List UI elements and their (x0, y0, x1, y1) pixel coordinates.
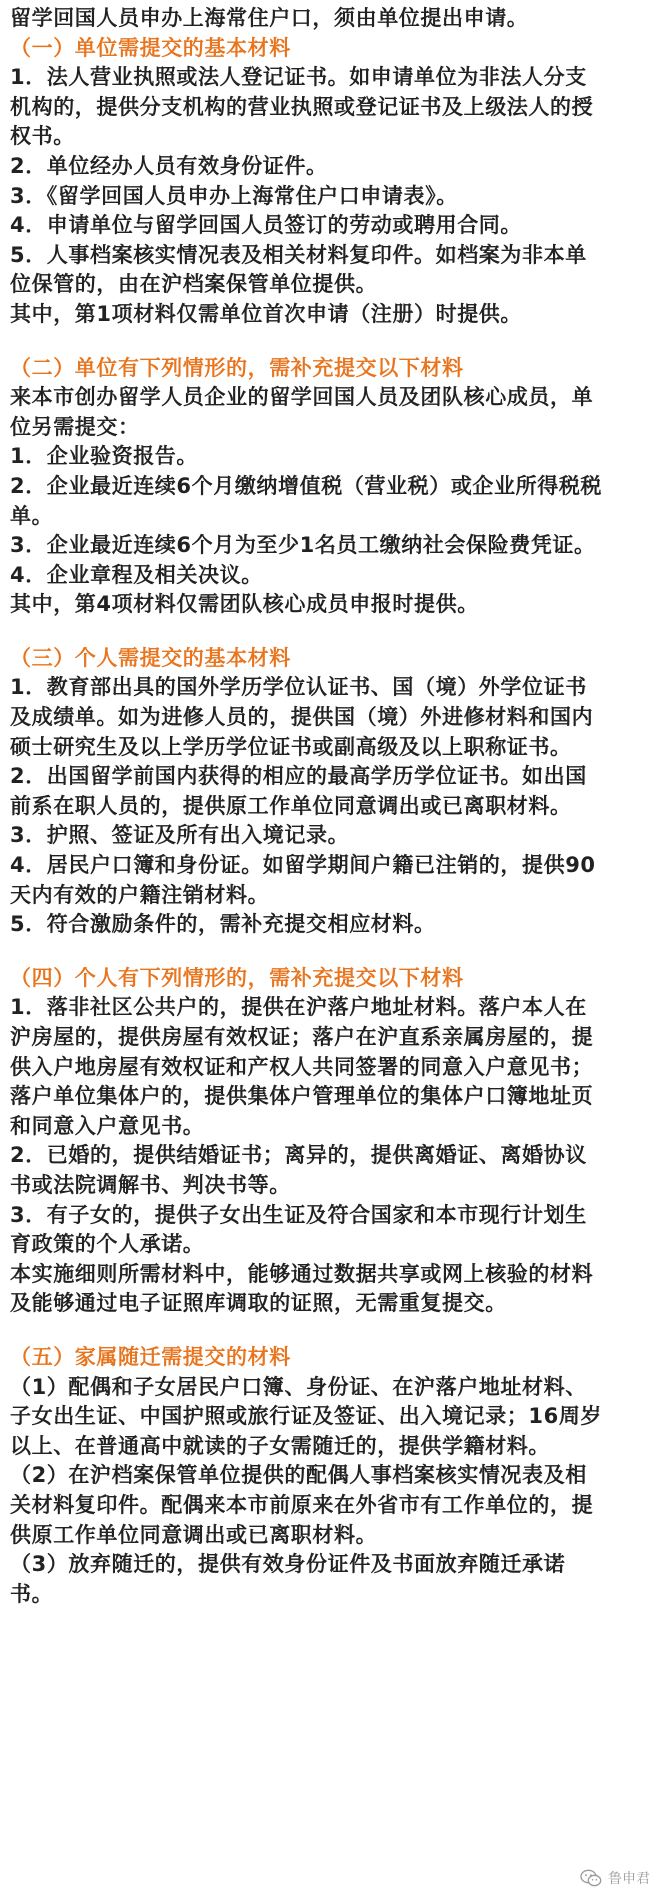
section-line: 硕士研究生及以上学历学位证书或副高级及以上职称证书。 (10, 734, 572, 759)
intro-text: 留学回国人员申办上海常住户口，须由单位提出申请。 (10, 6, 529, 30)
document-body (10, 4, 650, 1609)
wechat-icon (580, 1869, 602, 1887)
section-line: 来本市创办留学人员企业的留学回国人员及团队核心成员，单 (10, 385, 594, 410)
section-line: 4．申请单位与留学回国人员签订的劳动或聘用合同。 (10, 213, 523, 238)
section-line: 权书。 (10, 124, 75, 149)
section-2 (10, 354, 650, 620)
section-line: 其中，第4项材料仅需团队核心成员申报时提供。 (10, 592, 479, 617)
section-line: 2．企业最近连续6个月缴纳增值税（营业税）或企业所得税税 (10, 473, 603, 498)
section-line: 3．护照、签证及所有出入境记录。 (10, 823, 350, 848)
section-line: 1．教育部出具的国外学历学位认证书、国（境）外学位证书 (10, 675, 587, 700)
section-spacer (10, 330, 650, 354)
section-line: 供入户地房屋有效权证和产权人共同签署的同意入户意见书； (10, 1054, 594, 1079)
section-line: 关材料复印件。配偶来本市前原来在外省市有工作单位的，提 (10, 1492, 594, 1517)
section-heading: （二）单位有下列情形的，需补充提交以下材料 (10, 355, 464, 380)
watermark (580, 1868, 650, 1888)
section-line: 前系在职人员的，提供原工作单位同意调出或已离职材料。 (10, 793, 572, 818)
section-line: 1．企业验资报告。 (10, 444, 199, 469)
section-1 (10, 34, 650, 330)
section-line: 其中，第1项材料仅需单位首次申请（注册）时提供。 (10, 301, 523, 326)
section-5 (10, 1343, 650, 1609)
section-line: （3）放弃随迁的，提供有效身份证件及书面放弃随迁承诺 (10, 1552, 566, 1577)
section-line: 3．企业最近连续6个月为至少1名员工缴纳社会保险费凭证。 (10, 533, 596, 558)
section-line: 天内有效的户籍注销材料。 (10, 882, 270, 907)
section-4 (10, 964, 650, 1319)
section-line: 沪房屋的，提供房屋有效权证；落户在沪直系亲属房屋的，提 (10, 1025, 594, 1049)
section-heading: （一）单位需提交的基本材料 (10, 35, 291, 60)
section-heading: （四）个人有下列情形的，需补充提交以下材料 (10, 965, 464, 990)
section-line: 书。 (10, 1581, 54, 1606)
section-line: 育政策的个人承诺。 (10, 1232, 205, 1257)
section-line: 及能够通过电子证照库调取的证照，无需重复提交。 (10, 1291, 507, 1316)
section-line: 和同意入户意见书。 (10, 1113, 205, 1138)
section-spacer (10, 1319, 650, 1343)
section-line: 书或法院调解书、判决书等。 (10, 1172, 291, 1197)
section-line: （1）配偶和子女居民户口簿、身份证、在沪落户地址材料、 (10, 1374, 587, 1399)
section-line: 3．有子女的，提供子女出生证及符合国家和本市现行计划生 (10, 1202, 587, 1227)
section-line: 5．人事档案核实情况表及相关材料复印件。如档案为非本单 (10, 242, 587, 267)
section-spacer (10, 940, 650, 964)
section-line: 4．居民户口簿和身份证。如留学期间户籍已注销的，提供90 (10, 853, 596, 878)
section-line: 单。 (10, 503, 54, 528)
section-line: 4．企业章程及相关决议。 (10, 562, 263, 587)
section-heading: （五）家属随迁需提交的材料 (10, 1344, 291, 1369)
section-line: 1．法人营业执照或法人登记证书。如申请单位为非法人分支 (10, 65, 587, 90)
section-line: 2．单位经办人员有效身份证件。 (10, 153, 328, 178)
section-line: 及成绩单。如为进修人员的，提供国（境）外进修材料和国内 (10, 705, 594, 730)
section-line: 子女出生证、中国护照或旅行证及签证、出入境记录；16周岁 (10, 1404, 603, 1429)
section-line: （2）在沪档案保管单位提供的配偶人事档案核实情况表及相 (10, 1463, 587, 1488)
section-line: 2．出国留学前国内获得的相应的最高学历学位证书。如出国 (10, 764, 587, 789)
section-line: 5．符合激励条件的，需补充提交相应材料。 (10, 912, 436, 937)
section-line: 本实施细则所需材料中，能够通过数据共享或网上核验的材料 (10, 1261, 594, 1286)
section-line: 2．已婚的，提供结婚证书；离异的，提供离婚证、离婚协议 (10, 1143, 587, 1168)
section-heading: （三）个人需提交的基本材料 (10, 645, 291, 670)
section-line: 位保管的，由在沪档案保管单位提供。 (10, 272, 378, 297)
section-line: 3．《留学回国人员申办上海常住户口申请表》。 (10, 183, 458, 208)
section-line: 落户单位集体户的，提供集体户管理单位的集体户口簿地址页 (10, 1084, 594, 1109)
section-line: 以上、在普通高中就读的子女需随迁的，提供学籍材料。 (10, 1433, 550, 1458)
section-line: 供原工作单位同意调出或已离职材料。 (10, 1522, 378, 1547)
section-line: 机构的，提供分支机构的营业执照或登记证书及上级法人的授 (10, 94, 594, 119)
watermark-text: 鲁申君 (608, 1871, 650, 1887)
section-line: 位另需提交： (10, 414, 140, 439)
section-3 (10, 644, 650, 940)
section-spacer (10, 620, 650, 644)
section-line: 1．落非社区公共户的，提供在沪落户地址材料。落户本人在 (10, 995, 587, 1020)
